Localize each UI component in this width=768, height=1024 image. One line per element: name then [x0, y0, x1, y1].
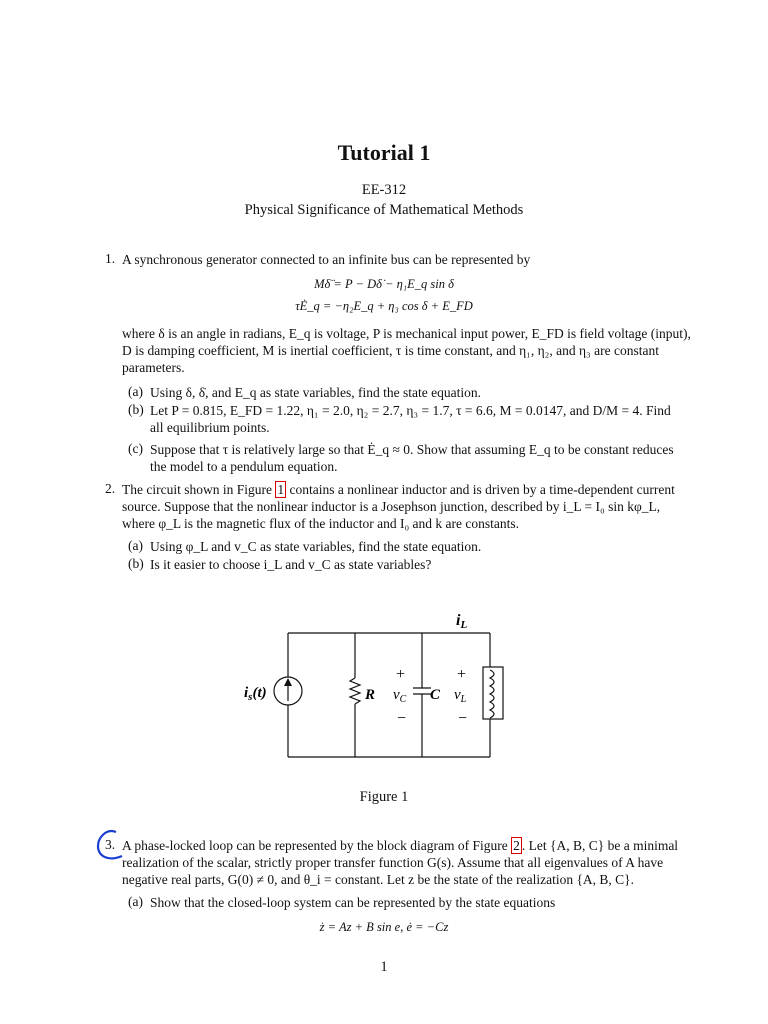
minus-vL: − — [458, 710, 468, 727]
question-1-number: 1. — [105, 251, 116, 266]
resistor-symbol — [350, 678, 360, 704]
label-vC: $v_C$ — [393, 687, 407, 705]
q1-part-b-text-1: Let P = 0.815, E_FD = 1.22, η₁ = 2.0, η₂ = 2.7, η₃ = 1.7, τ = 6.6, M = 0.0147, and D/M = 4. Find — [150, 403, 671, 418]
q1-part-b-text-2: all equilibrium points. — [150, 420, 270, 435]
q2-line1-end: contains a nonlinear inductor and is driven by a time-dependent current — [286, 482, 675, 497]
figure-2-link[interactable]: 2 — [513, 838, 520, 853]
q1-part-a-text: Using δ, δ̇, and E_q as state variables, find the state equation. — [150, 385, 482, 400]
plus-vL: + — [457, 666, 467, 683]
q3-part-a-label: (a) — [128, 894, 143, 909]
question-1-description-line-2: D is damping coefficient, M is inertial coefficient, τ is time constant, and η₁, η₂, and η₃ are constant — [122, 343, 659, 358]
inductor-coil — [490, 670, 494, 718]
minus-vC: − — [397, 710, 407, 727]
question-3-equation: ż = Az + B sin e, ė = −Cz — [319, 920, 449, 934]
figure-1-link[interactable]: 1 — [277, 482, 285, 497]
question-2-number: 2. — [105, 481, 116, 496]
q2-part-a-text: Using φ_L and v_C as state variables, find the state equation. — [150, 539, 482, 554]
q1-part-c-label: (c) — [128, 441, 143, 456]
current-source-arrow-head — [284, 678, 292, 686]
label-is: $i_s(t)$ — [244, 685, 267, 703]
q1-part-c-text-1: Suppose that τ is relatively large so that Ė_q ≈ 0. Show that assuming E_q to be constant reduces — [150, 442, 674, 457]
question-3-line-1 — [122, 837, 678, 854]
question-1-description-line-3: parameters. — [122, 360, 185, 375]
course-name: Physical Significance of Mathematical Methods — [244, 202, 524, 218]
label-C: C — [430, 687, 441, 703]
label-iL: iL — [456, 612, 468, 631]
q3-part-a-text: Show that the closed-loop system can be represented by the state equations — [150, 895, 556, 910]
q3-line1-start: A phase-locked loop can be represented by the block diagram of Figure — [122, 838, 512, 853]
question-3-line-3: negative real parts, G(0) ≠ 0, and θ_i = constant. Let z be the state of the realization {A, B, C}. — [122, 872, 635, 887]
q1-part-c-text-2: the model to a pendulum equation. — [150, 459, 338, 474]
q2-part-b-label: (b) — [128, 556, 144, 571]
q3-line1-end: . Let {A, B, C} be a minimal — [521, 838, 679, 853]
question-3-number: 3. — [105, 837, 116, 852]
course-code: EE-312 — [361, 182, 407, 198]
q2-part-a-label: (a) — [128, 538, 143, 553]
page-number: 1 — [380, 959, 388, 975]
document-title: Tutorial 1 — [337, 140, 431, 165]
plus-vC: + — [396, 666, 406, 683]
figure-1-caption: Figure 1 — [359, 789, 409, 805]
q2-line1-start: The circuit shown in Figure — [122, 482, 276, 497]
q2-part-b-text: Is it easier to choose i_L and v_C as state variables? — [150, 557, 432, 572]
question-3-line-2: realization of the scalar, strictly proper transfer function G(s). Assume that all eigenvalues of A have — [122, 855, 664, 870]
q1-part-a-label: (a) — [128, 384, 143, 399]
question-1-equation-1: Mδ̈ = P − Dδ̇ − η₁E_q sin δ — [314, 277, 454, 291]
question-1-intro: A synchronous generator connected to an infinite bus can be represented by — [122, 252, 531, 267]
label-R: R — [365, 687, 376, 703]
label-vL: $v_L$ — [454, 687, 467, 705]
question-1-description-line-1: where δ is an angle in radians, E_q is voltage, P is mechanical input power, E_FD is field voltage (input), — [122, 326, 691, 341]
question-2-line-3: where φ_L is the magnetic flux of the inductor and I₀ and k are constants. — [122, 516, 519, 531]
question-2-line-2: source. Suppose that the nonlinear inductor is a Josephson junction, described by i_L = I₀ sin kφ_L, — [122, 499, 661, 514]
q1-part-b-label: (b) — [128, 402, 144, 417]
question-1-equation-2: τĖ_q = −η₂E_q + η₃ cos δ + E_FD — [295, 299, 473, 313]
